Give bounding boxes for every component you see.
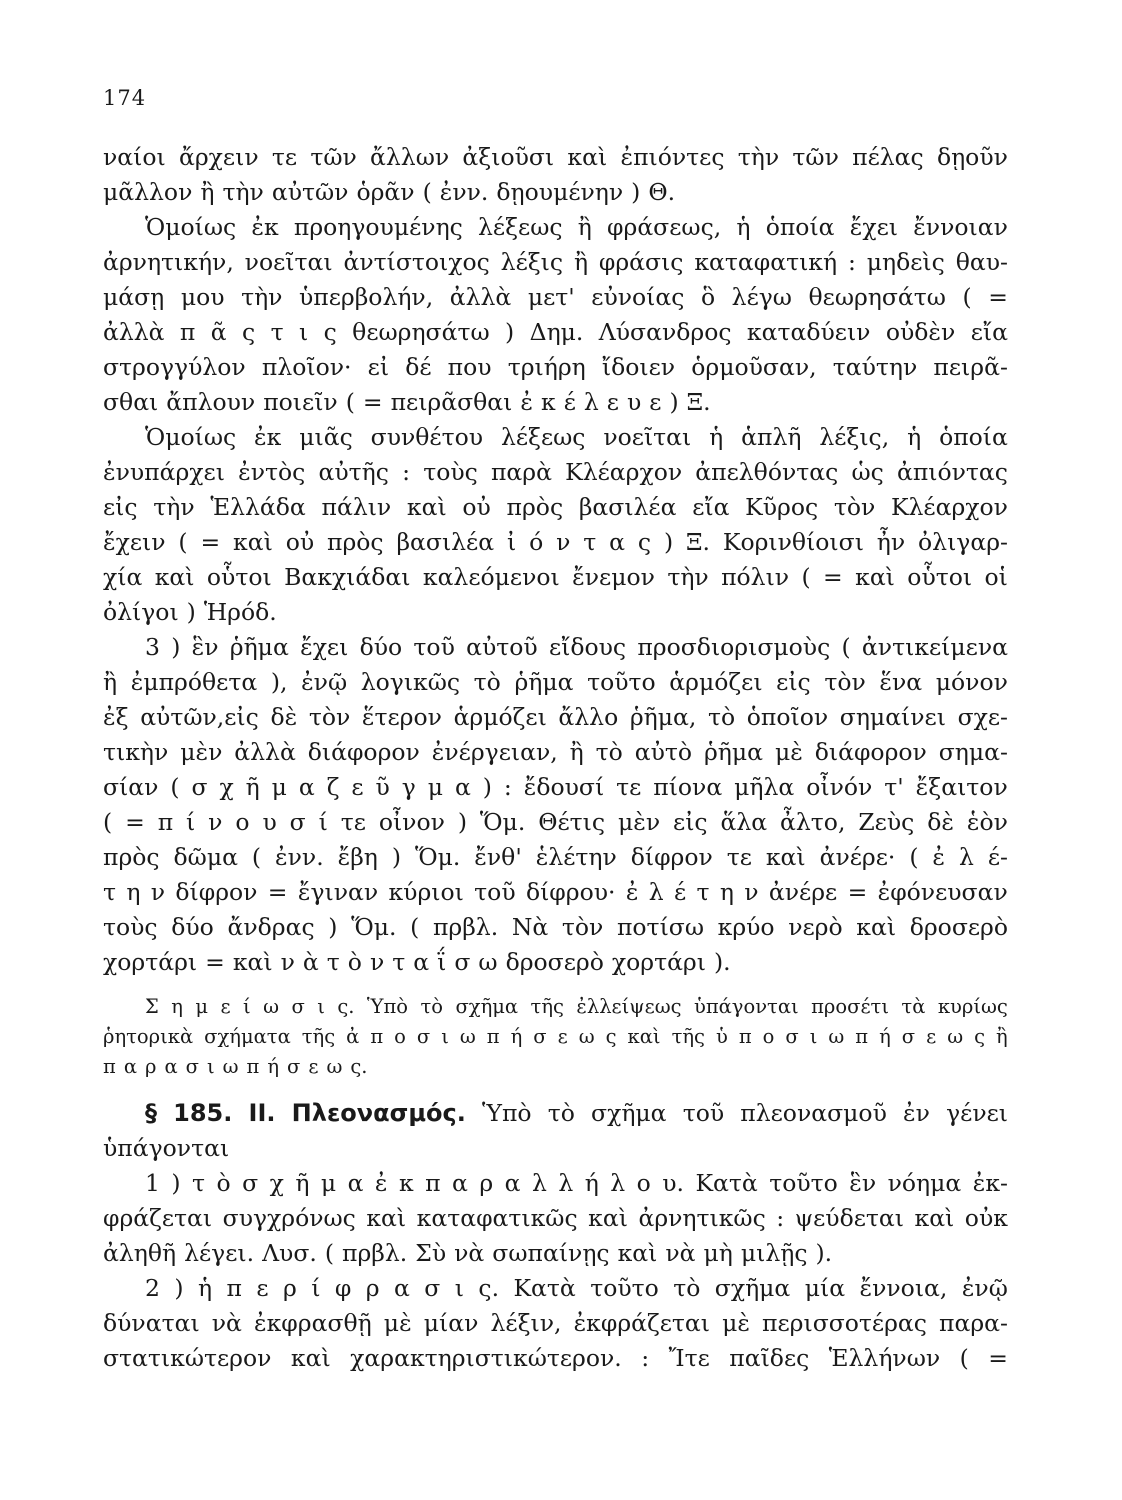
text-line: § 185. ΙΙ. Πλεονασμός. Ὑπὸ τὸ σχῆμα τοῦ πλεονασμοῦ ἐν γένει	[145, 1099, 1008, 1127]
text-line: τικὴν μὲν ἀλλὰ διάφορον ἐνέργειαν, ἢ τὸ αὐτὸ ῥῆμα μὲ διάφορον σημα-	[103, 738, 1008, 766]
text-line: 3 ) ἓν ῥῆμα ἔχει δύο τοῦ αὐτοῦ εἴδους προσδιορισμοὺς ( ἀντικείμενα	[145, 633, 1008, 661]
text-line: ναίοι ἄρχειν τε τῶν ἄλλων ἀξιοῦσι καὶ ἐπιόντες τὴν τῶν πέλας δῃοῦν	[103, 143, 1008, 171]
text-line: π α ρ α σ ι ω π ή σ ε ω ς.	[103, 1055, 368, 1078]
text-line: ἀρνητικήν, νοεῖται ἀντίστοιχος λέξις ἢ φράσις καταφατική : μηδεὶς θαυ-	[103, 248, 1008, 276]
text-line: ἐνυπάρχει ἐντὸς αὐτῆς : τοὺς παρὰ Κλέαρχον ἀπελθόντας ὡς ἀπιόντας	[103, 458, 1008, 486]
text-line: τ η ν δίφρον = ἔγιναν κύριοι τοῦ δίφρου· ἐ λ έ τ η ν ἀνέρε = ἐφόνευσαν	[103, 878, 1008, 906]
text-line: ἔχειν ( = καὶ οὐ πρὸς βασιλέα ἰ ό ν τ α ς ) Ξ. Κορινθίοισι ἦν ὀλιγαρ-	[103, 528, 1008, 556]
text-line: χορτάρι = καὶ ν ὰ τ ὸ ν τ α ΐ σ ω δροσερὸ χορτάρι ).	[103, 948, 731, 976]
text-line: ἀλλὰ π ᾶ ς τ ι ς θεωρησάτω ) Δημ. Λύσανδρος καταδύειν οὐδὲν εἴα	[103, 318, 1008, 346]
text-line: ἀληθῆ λέγει. Λυσ. ( πρβλ. Σὺ νὰ σωπαίνῃς καὶ νὰ μὴ μιλῇς ).	[103, 1239, 833, 1267]
text-line: Σ η μ ε ί ω σ ι ς. Ὑπὸ τὸ σχῆμα τῆς ἐλλείψεως ὑπάγονται προσέτι τὰ κυρίως	[145, 995, 1008, 1018]
text-line: 2 ) ἡ π ε ρ ί φ ρ α σ ι ς. Κατὰ τοῦτο τὸ σχῆμα μία ἔννοια, ἐνῷ	[145, 1274, 1008, 1302]
text-line: δύναται νὰ ἐκφρασθῇ μὲ μίαν λέξιν, ἐκφράζεται μὲ περισσοτέρας παρα-	[103, 1309, 1008, 1337]
text-line: πρὸς δῶμα ( ἐνν. ἔβη ) Ὅμ. ἔνθ' ἑλέτην δίφρον τε καὶ ἀνέρε· ( ἐ λ έ-	[103, 843, 1008, 871]
text-line: Ὁμοίως ἐκ προηγουμένης λέξεως ἢ φράσεως, ἡ ὁποία ἔχει ἔννοιαν	[145, 213, 1008, 241]
text-line: ( = π ί ν ο υ σ ί τε οἶνον ) Ὅμ. Θέτις μὲν εἰς ἅλα ἆλτο, Ζεὺς δὲ ἑὸν	[103, 808, 1008, 836]
note-paragraph	[103, 992, 1008, 1082]
text-line: Ὁμοίως ἐκ μιᾶς συνθέτου λέξεως νοεῖται ἡ ἁπλῆ λέξις, ἡ ὁποία	[145, 423, 1008, 451]
text-line: ῥητορικὰ σχήματα τῆς ἀ π ο σ ι ω π ή σ ε ω ς καὶ τῆς ὑ π ο σ ι ω π ή σ ε ω ς ἢ	[103, 1025, 1008, 1048]
text-line: εἰς τὴν Ἑλλάδα πάλιν καὶ οὐ πρὸς βασιλέα εἴα Κῦρος τὸν Κλέαρχον	[103, 493, 1008, 521]
text-line: τοὺς δύο ἄνδρας ) Ὅμ. ( πρβλ. Νὰ τὸν ποτίσω κρύο νερὸ καὶ δροσερὸ	[103, 913, 1008, 941]
text-line: ἢ ἐμπρόθετα ), ἐνῷ λογικῶς τὸ ῥῆμα τοῦτο ἁρμόζει εἰς τὸν ἕνα μόνον	[103, 668, 1008, 696]
text-line: στατικώτερον καὶ χαρακτηριστικώτερον. : Ἴτε παῖδες Ἑλλήνων ( =	[103, 1344, 1008, 1372]
text-line: σίαν ( σ χ ῆ μ α ζ ε ῦ γ μ α ) : ἔδουσί τε πίονα μῆλα οἶνόν τ' ἔξαιτον	[103, 773, 1008, 801]
text-line: 1 ) τ ὸ σ χ ῆ μ α ἐ κ π α ρ α λ λ ή λ ο υ. Κατὰ τοῦτο ἓν νόημα ἐκ-	[145, 1169, 1008, 1197]
text-line: ὑπάγονται	[103, 1134, 230, 1162]
text-line: χία καὶ οὗτοι Βακχιάδαι καλεόμενοι ἔνεμον τὴν πόλιν ( = καὶ οὗτοι οἱ	[103, 563, 1008, 591]
section-185	[103, 1096, 1008, 1376]
text-line: μᾶλλον ἢ τὴν αὐτῶν ὁρᾶν ( ἐνν. δῃουμένην ) Θ.	[103, 178, 676, 206]
text-line: ὀλίγοι ) Ἡρόδ.	[103, 598, 277, 626]
text-line: στρογγύλον πλοῖον· εἰ δέ που τριήρη ἴδοιεν ὁρμοῦσαν, ταύτην πειρᾶ-	[103, 353, 1008, 381]
page-number: 174	[103, 86, 147, 110]
body-text	[103, 140, 1008, 1376]
text-line: φράζεται συγχρόνως καὶ καταφατικῶς καὶ ἀρνητικῶς : ψεύδεται καὶ οὐκ	[103, 1204, 1008, 1232]
text-line: μάσῃ μου τὴν ὑπερβολήν, ἀλλὰ μετ' εὐνοίας ὃ λέγω θεωρησάτω ( =	[103, 283, 1008, 311]
main-paragraphs	[103, 140, 1008, 980]
text-line: σθαι ἄπλουν ποιεῖν ( = πειρᾶσθαι ἐ κ έ λ ε υ ε ) Ξ.	[103, 388, 711, 416]
text-line: ἐξ αὐτῶν,εἰς δὲ τὸν ἕτερον ἁρμόζει ἄλλο ῥῆμα, τὸ ὁποῖον σημαίνει σχε-	[103, 703, 1008, 731]
